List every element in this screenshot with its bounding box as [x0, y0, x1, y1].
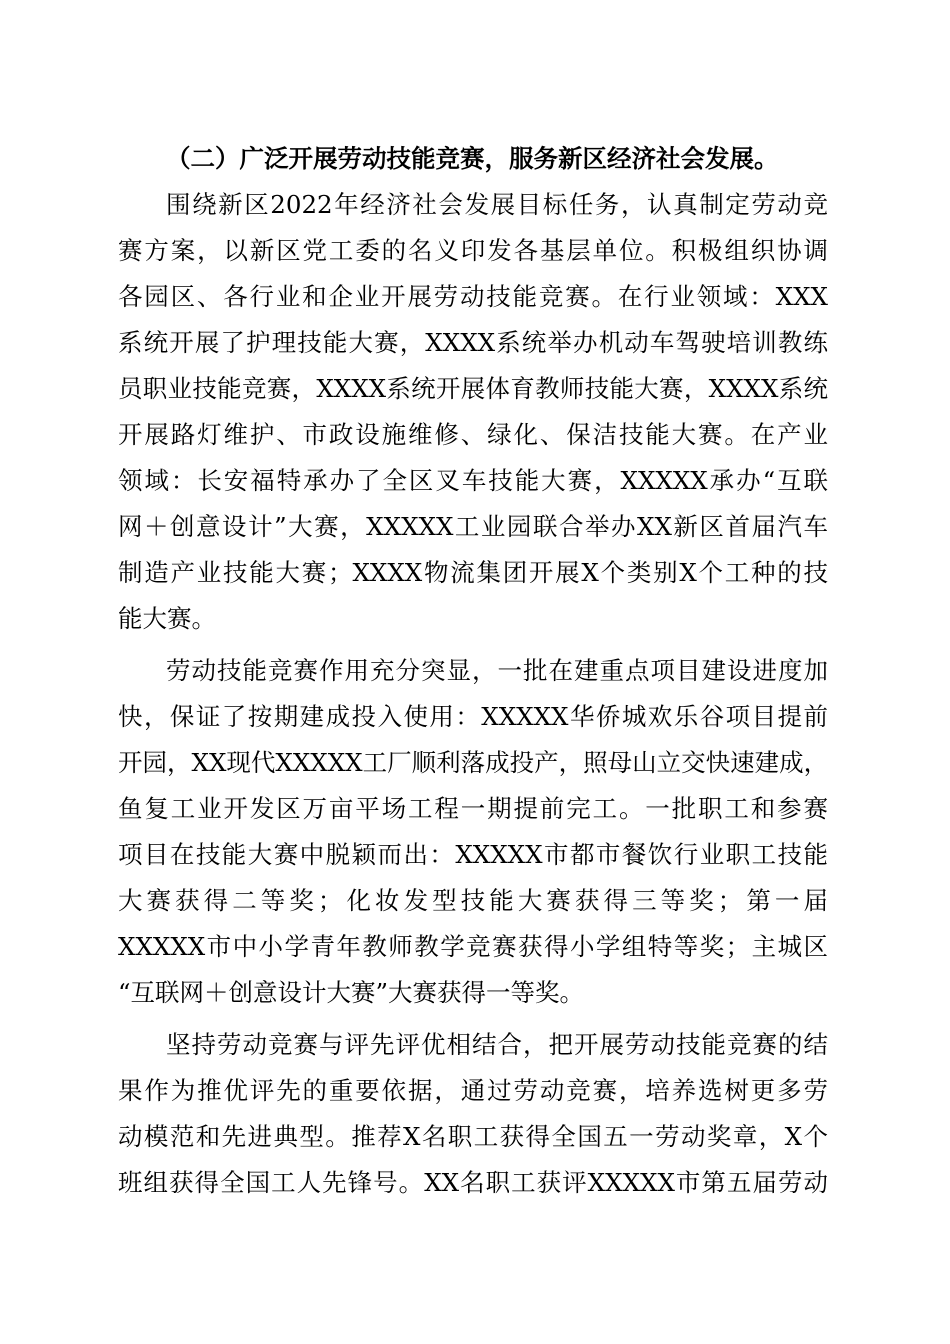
paragraph-line: 系统开展了护理技能大赛，XXXX系统举办机动车驾驶培训教练 — [118, 328, 828, 357]
paragraph-line: 大赛获得二等奖；化妆发型技能大赛获得三等奖；第一届 — [118, 886, 828, 915]
paragraph-line: 开展路灯维护、市政设施维修、绿化、保洁技能大赛。在产业 — [118, 420, 828, 449]
document-body — [118, 136, 828, 1206]
paragraph-line: 网＋创意设计”大赛，XXXXX工业园联合举办XX新区首届汽车 — [118, 512, 828, 541]
paragraph-line: 制造产业技能大赛；XXXX物流集团开展X个类别X个工种的技 — [118, 558, 828, 587]
paragraph-line: 快，保证了按期建成投入使用：XXXXX华侨城欢乐谷项目提前 — [118, 702, 828, 731]
paragraph-line: 动模范和先进典型。推荐X名职工获得全国五一劳动奖章，X个 — [118, 1122, 828, 1151]
paragraph-line: 项目在技能大赛中脱颖而出：XXXXX市都市餐饮行业职工技能 — [118, 840, 828, 869]
paragraph-line: 班组获得全国工人先锋号。XX名职工获评XXXXX市第五届劳动 — [118, 1168, 828, 1197]
paragraph-line: 领域：长安福特承办了全区叉车技能大赛，XXXXX承办“互联 — [118, 466, 828, 495]
paragraph-line: 果作为推优评先的重要依据，通过劳动竞赛，培养选树更多劳 — [118, 1076, 828, 1105]
section-heading: （二）广泛开展劳动技能竞赛，服务新区经济社会发展。 — [166, 144, 779, 173]
paragraph-3 — [118, 1022, 828, 1206]
paragraph-line: 鱼复工业开发区万亩平场工程一期提前完工。一批职工和参赛 — [118, 794, 828, 823]
paragraph-line: 各园区、各行业和企业开展劳动技能竞赛。在行业领域：XXX — [118, 282, 828, 311]
paragraph-line: 坚持劳动竞赛与评先评优相结合，把开展劳动技能竞赛的结 — [166, 1030, 828, 1059]
paragraph-line: 劳动技能竞赛作用充分突显，一批在建重点项目建设进度加 — [166, 656, 828, 685]
paragraph-line: “互联网＋创意设计大赛”大赛获得一等奖。 — [118, 978, 585, 1007]
paragraph-1 — [118, 182, 828, 642]
paragraph-line: 围绕新区2022年经济社会发展目标任务，认真制定劳动竞 — [166, 190, 828, 219]
paragraph-line: 员职业技能竞赛，XXXX系统开展体育教师技能大赛，XXXX系统 — [118, 374, 828, 403]
paragraph-line: 开园，XX现代XXXXX工厂顺利落成投产，照母山立交快速建成， — [118, 748, 829, 777]
paragraph-2 — [118, 648, 828, 1016]
paragraph-line: 能大赛。 — [118, 604, 216, 633]
paragraph-line: 赛方案，以新区党工委的名义印发各基层单位。积极组织协调 — [118, 236, 828, 265]
paragraph-line: XXXXX市中小学青年教师教学竞赛获得小学组特等奖；主城区 — [118, 932, 828, 961]
